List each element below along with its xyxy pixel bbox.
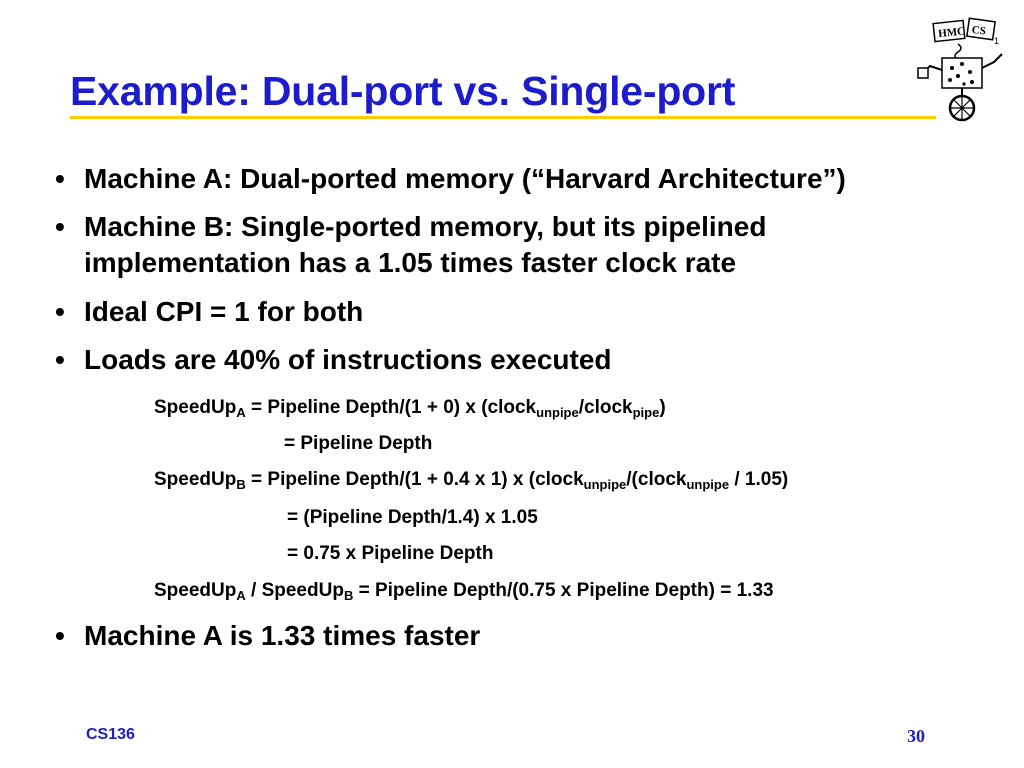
eq-subscript: B [343, 588, 354, 603]
equation-speedup-ratio [154, 579, 774, 603]
footer-page-number: 30 [907, 726, 925, 746]
bullet-marker: • [55, 620, 65, 651]
eq-subscript: A [236, 588, 246, 603]
bullet-marker: • [55, 211, 65, 242]
bullet-marker: • [55, 344, 65, 375]
eq-text: / SpeedUp [245, 580, 344, 601]
footer-course-label: CS136 [86, 726, 135, 743]
equation-speedup-b [154, 468, 788, 492]
title-underline [70, 116, 936, 119]
eq-subscript: A [236, 405, 246, 420]
eq-subscript: unpipe [686, 477, 730, 492]
eq-text: /clock [578, 397, 633, 418]
svg-text:CS: CS [970, 23, 987, 38]
eq-text: SpeedUp [154, 469, 237, 490]
eq-subscript: pipe [632, 405, 660, 420]
equation-speedup-a [154, 396, 666, 420]
bullet-text: Loads are 40% of instructions executed [84, 344, 612, 375]
bullet-text-line-1: Machine B: Single-ported memory, but its pipelined [84, 211, 767, 242]
eq-subscript: B [236, 477, 246, 492]
bullet-marker: • [55, 296, 65, 327]
eq-text: /(clock [626, 469, 687, 490]
eq-text: ) [659, 397, 666, 418]
equation-depth-over-1-4: = (Pipeline Depth/1.4) x 1.05 [287, 507, 538, 528]
svg-text:1: 1 [994, 36, 1000, 46]
bullet-text: Machine A: Dual-ported memory (“Harvard Architecture”) [84, 163, 846, 194]
slide-title: Example: Dual-port vs. Single-port [70, 68, 736, 114]
bullet-marker: • [55, 163, 65, 194]
eq-text: SpeedUp [154, 397, 237, 418]
bullet-text-line-2: implementation has a 1.05 times faster clock rate [84, 247, 737, 278]
eq-subscript: unpipe [583, 477, 627, 492]
eq-text: = Pipeline Depth/(0.75 x Pipeline Depth) = 1.33 [353, 580, 774, 601]
eq-text: / 1.05) [729, 469, 789, 490]
bullet-text: Ideal CPI = 1 for both [84, 296, 364, 327]
eq-text: SpeedUp [154, 580, 237, 601]
bullet-text: Machine A is 1.33 times faster [84, 620, 481, 651]
equation-0-75-depth: = 0.75 x Pipeline Depth [287, 543, 494, 564]
equation-pipeline-depth: = Pipeline Depth [284, 433, 433, 454]
svg-text:HMC: HMC [937, 25, 966, 41]
eq-subscript: unpipe [536, 405, 579, 420]
hmc-cs-robot-logo-icon [914, 14, 1016, 122]
eq-text: = Pipeline Depth/(1 + 0) x (clock [245, 397, 537, 418]
eq-text: = Pipeline Depth/(1 + 0.4 x 1) x (clock [245, 469, 584, 490]
